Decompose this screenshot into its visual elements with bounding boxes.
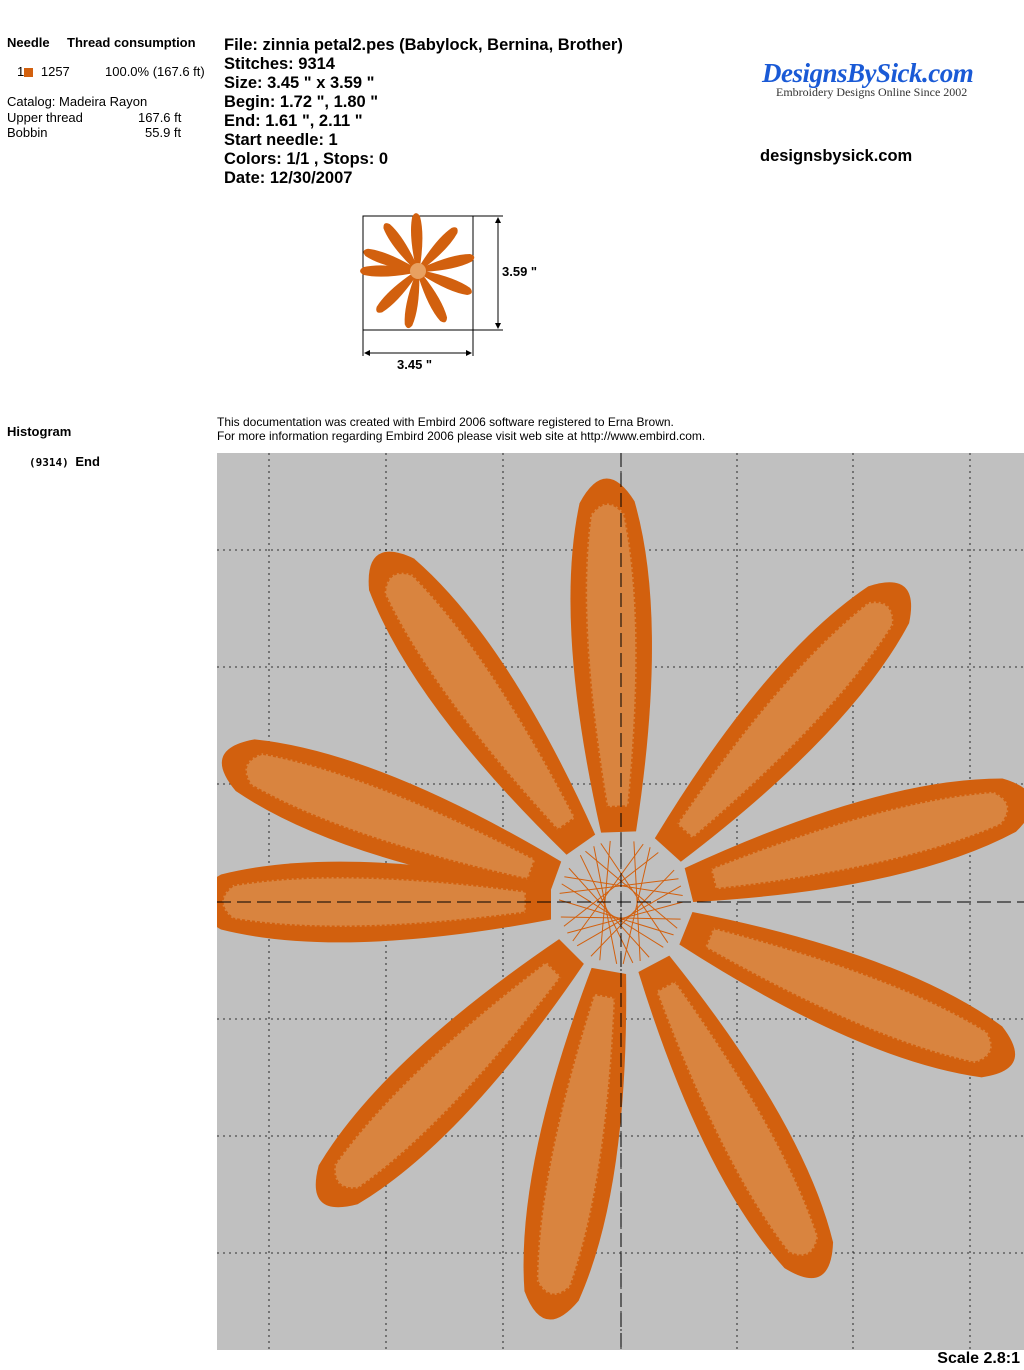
logo-tagline: Embroidery Designs Online Since 2002 (776, 85, 968, 99)
design-date: Date: 12/30/2007 (224, 169, 353, 187)
needle-consumption: 100.0% (167.6 ft) (105, 64, 205, 79)
width-arrow-left (364, 350, 370, 356)
height-arrow-bottom (495, 323, 501, 329)
notice-line-2: For more information regarding Embird 2006 please visit web site at http://www.embird.com. (217, 429, 706, 443)
notice-line-1: This documentation was created with Embird 2006 software registered to Erna Brown. (217, 415, 674, 429)
brand-logo (762, 58, 1002, 100)
logo-wordmark: DesignsBySick.com (762, 58, 974, 88)
design-canvas (217, 453, 1024, 1350)
histogram-entry (29, 454, 100, 469)
upper-thread-label: Upper thread (7, 110, 83, 125)
petal-fill-texture (334, 962, 561, 1189)
bobbin-value: 55.9 ft (145, 125, 182, 140)
begin-position: Begin: 1.72 ", 1.80 " (224, 93, 379, 111)
catalog-label: Catalog: Madeira Rayon (7, 94, 148, 109)
histogram-title: Histogram (7, 424, 72, 439)
needle-header: Needle (7, 35, 50, 50)
thumbnail-center (410, 263, 426, 279)
petal-fill-texture (656, 981, 818, 1256)
scale-label: Scale 2.8:1 (937, 1350, 1020, 1367)
center-stitch (573, 844, 643, 941)
needle-row (17, 64, 70, 79)
center-stitch (585, 851, 677, 928)
start-needle: Start needle: 1 (224, 131, 338, 149)
center-stitch (594, 846, 617, 964)
thread-color-swatch (24, 68, 33, 77)
software-notice (217, 415, 705, 443)
design-thumbnail (355, 208, 555, 378)
thread-consumption-header: Thread consumption (67, 35, 196, 50)
center-stitch (560, 879, 679, 894)
end-position: End: 1.61 ", 2.11 " (224, 112, 363, 130)
design-info (224, 36, 623, 188)
design-preview (217, 453, 1024, 1350)
upper-thread-value: 167.6 ft (138, 110, 182, 125)
stitch-count: Stitches: 9314 (224, 55, 335, 73)
width-label: 3.45 " (397, 357, 433, 372)
height-arrow-top (495, 217, 501, 223)
thread-color-code: 1257 (40, 64, 70, 79)
design-size: Size: 3.45 " x 3.59 " (224, 74, 375, 92)
height-label: 3.59 " (502, 264, 538, 279)
histogram-count: (9314) (29, 456, 69, 469)
file-name: File: zinnia petal2.pes (Babylock, Bernina, Brother) (224, 36, 623, 54)
website-link[interactable]: designsbysick.com (760, 147, 913, 165)
needle-number: 1 (17, 64, 25, 79)
bobbin-label: Bobbin (7, 125, 48, 140)
histogram-label: End (75, 454, 100, 469)
width-arrow-right (466, 350, 472, 356)
colors-stops: Colors: 1/1 , Stops: 0 (224, 150, 389, 168)
